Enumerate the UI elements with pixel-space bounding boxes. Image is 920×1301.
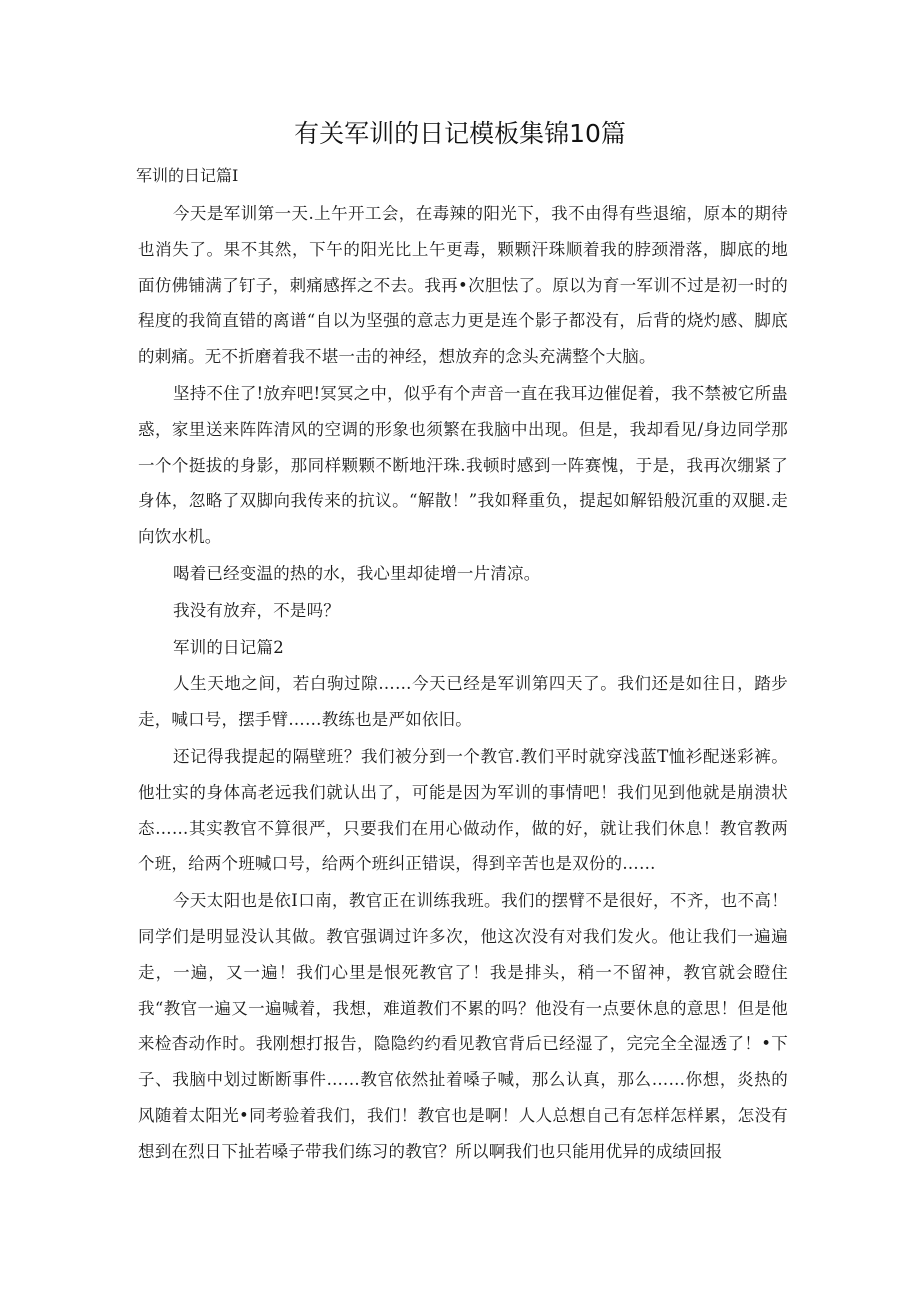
paragraph: 今天太阳也是依I口南，教官正在训练我班。我们的摆臂不是很好，不齐，也不高！同学们是明显没认其做。教官强调过许多次，他这次没有对我们发火。他让我们一遍遍走，一遍，又一遍！我们心里是恨死教官了！我是排头，稍一不留神，教官就会瞪住我“教官一遍又一遍喊着，我想，难道教们不累的吗？他没有一点要休息的意思！但是他来检杳动作时。我刚想打报告，隐隐约约看见教官背后已经湿了，完完全全湿透了！•下子、我脑中划过断断事件……教官依然扯着嗓子喊，那么认真，那么……你想，炎热的风随着太阳光•同考验着我们，我们！教官也是啊！人人总想自己有怎样怎样累，怎没有想到在烈日下扯若嗓子带我们练习的教官？所以啊我们也只能用优异的成绩回报: [138, 891, 788, 1161]
document-title: 有关军训的日记模板集锦10篇: [294, 119, 626, 148]
paragraph: 坚持不住了!放弃吧!冥冥之中，似乎有个声音一直在我耳边催促着，我不禁被它所蛊惑，家里送来阵阵清风的空调的形象也须繁在我脑中出现。但是，我却看见/身边同学那一个个挺拔的身影，那同样颗颗不断地汗珠.我顿时感到一阵赛愧，于是，我再次绷紧了身体，忽略了双脚向我传来的抗议。“解散！”我如释重负，提起如解铅般沉重的双腿.走向饮水机。: [138, 383, 788, 547]
paragraph: 人生天地之间，若白驹过隙……今天已经是军训第四天了。我们还是如往日，踏步走，喊口号，摆手臂……教练也是严如依旧。: [138, 674, 788, 730]
section-heading-2: 军训的日记篇2: [173, 637, 284, 657]
section-heading-1: 军训的日记篇I: [136, 166, 239, 185]
paragraph: 今天是军训第一天.上午开工会，在毒辣的阳光下，我不由得有些退缩，原本的期待也消失了。果不其然，下午的阳光比上午更毒，颗颗汗珠顺着我的脖颈滑落，脚底的地面仿佛铺满了钉子，刺痛感挥之不去。我再•次胆怯了。原以为育一军训不过是初一时的程度的我简直错的离谱“自以为坚强的意志力更是连个影子都没有，后背的烧灼感、脚底的刺痛。无不折磨着我不堪一击的神经，想放弃的念头充满整个大脑。: [138, 204, 788, 367]
paragraph: 还记得我提起的隔壁班？我们被分到一个教官.教们平时就穿浅蓝T恤衫配迷彩裤。他壮实的身体高老远我们就认出了，可能是因为军训的事情吧！我们见到他就是崩溃状态……其实教官不算很严，只要我们在用心做动作，做的好，就让我们休息！教官教两个班，给两个班喊口号，给两个班纠正错误，得到辛苦也是双份的……: [138, 746, 788, 874]
paragraph: 喝着已经变温的热的水，我心里却徒增一片清凉。: [173, 563, 541, 583]
paragraph: 我没有放弃，不是吗？: [173, 600, 340, 620]
document-body: [138, 196, 788, 1170]
